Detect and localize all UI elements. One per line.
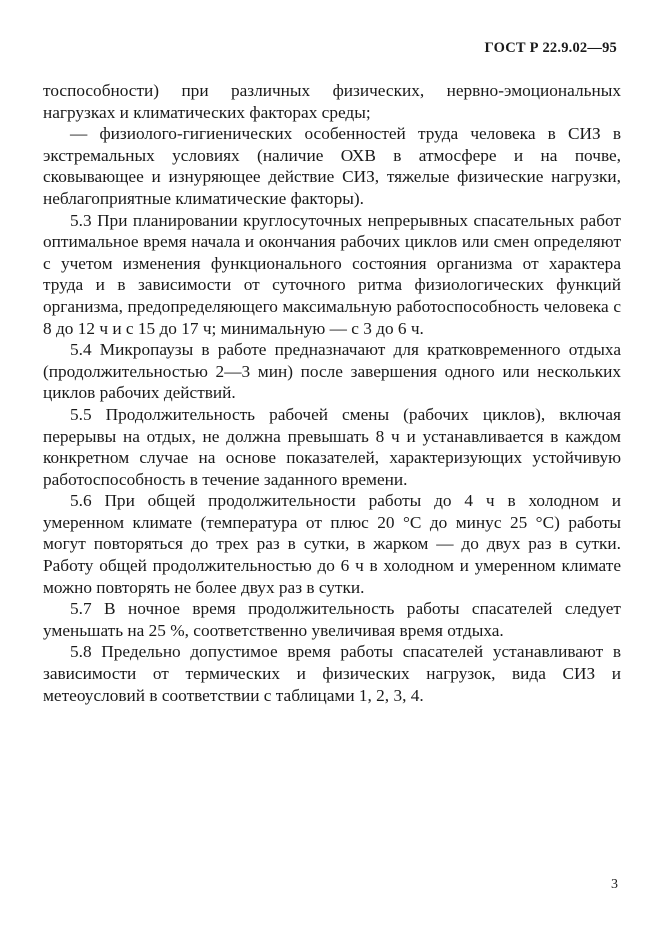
paragraph-5-6: 5.6 При общей продолжительности работы до 4 ч в холодном и умеренном климате (температура от плюс 20 °С до минус 25 °С) работы могут повторяться до трех раз в сутки, в жарком — до двух раз в сутки. Работу общей продолжительностью до 6 ч в холодном и умеренном климате можно повторять не более двух раз в сутки. [43,491,621,597]
paragraph-5-8: 5.8 Предельно допустимое время работы спасателей устанавливают в зависимости от термических и физических нагрузок, вида СИЗ и метеоусловий в соответствии с таблицами 1, 2, 3, 4. [43,642,621,705]
paragraph-list-item: — физиолого-гигиенических особенностей труда человека в СИЗ в экстремальных условиях (наличие ОХВ в атмосфере и на почве, сковывающее и изнуряющее действие СИЗ, тяжелые физические нагрузки, неблагоприятные климатические факторы). [43,124,621,208]
paragraph-5-7: 5.7 В ночное время продолжительность работы спасателей следует уменьшать на 25 %, соответственно увеличивая время отдыха. [43,599,621,640]
page-number: 3 [611,877,618,892]
paragraph-5-3: 5.3 При планировании круглосуточных непрерывных спасательных работ оптимальное время начала и окончания рабочих циклов или смен определяют с учетом изменения функционального состояния организма от характера труда и в зависимости от суточного ритма физиологических функций организма, предопределяющего максимальную работоспособность человека с 8 до 12 ч и с 15 до 17 ч; минимальную — с 3 до 6 ч. [43,210,621,338]
paragraph-continuation: тоспособности) при различных физических, нервно-эмоциональных нагрузках и климатических факторах среды; [43,81,621,122]
document-body [43,80,621,706]
paragraph-5-5: 5.5 Продолжительность рабочей смены (рабочих циклов), включая перерывы на отдых, не должна превышать 8 ч и устанавливается в каждом конкретном случае на основе показателей, характеризующих устойчивую работоспособность в течение заданного времени. [43,404,621,489]
paragraph-5-4: 5.4 Микропаузы в работе предназначают для кратковременного отдыха (продолжительностью 2—3 мин) после завершения одного или нескольких циклов рабочих действий. [43,340,621,403]
document-code: ГОСТ Р 22.9.02—95 [484,40,617,56]
